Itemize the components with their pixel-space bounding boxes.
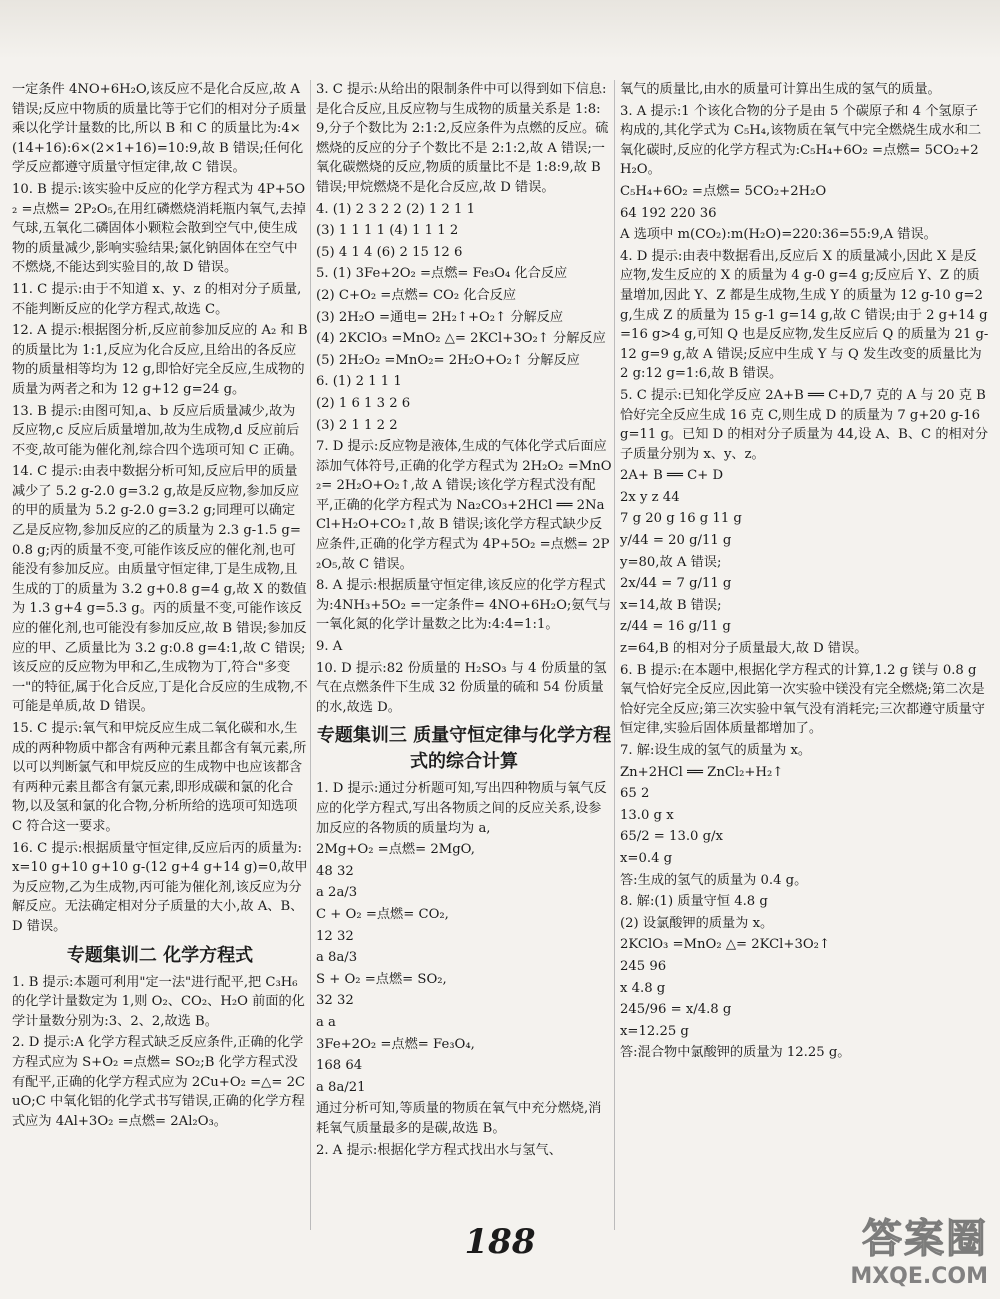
answer-item: 6. B 提示:在本题中,根据化学方程式的计算,1.2 g 镁与 0.8 g 氧气恰好完全反应,因此第一次实验中镁没有完全燃烧;第二次是恰好完全反应;第三次实验中氧气没有消耗完;三次都遵守质量守恒定律,实验后固体质量都增加了。	[620, 662, 985, 737]
answer-item: 2x y z 44	[620, 489, 680, 505]
answer-item: 8. 解:(1) 质量守恒 4.8 g	[620, 894, 768, 910]
answer-item: (3) 2 1 1 2 2	[316, 417, 398, 433]
answer-item: 3Fe+2O₂ =点燃= Fe₃O₄,	[316, 1036, 475, 1052]
section-title: 专题集训三 质量守恒定律与化学方程式的综合计算	[316, 725, 612, 773]
watermark-text-en: MXQE.COM	[850, 1264, 988, 1289]
answer-item: 7. D 提示:反应物是液体,生成的气体化学式后面应添加气体符号,正确的化学方程式为 2H₂O₂ =MnO₂= 2H₂O+O₂↑,故 A 错误;该化学方程式没有配平,正确的化学方程式为 Na₂CO₃+2HCl ══ 2NaCl+H₂O+CO₂↑,故 B 错误;该化学方程式缺少反应条件,正确的化学方程式为 4P+5O₂ =点燃= 2P₂O₅,故 C 错误。	[316, 439, 612, 572]
answer-item: 1. D 提示:通过分析题可知,写出四种物质与氧气反应的化学方程式,写出各物质之间的反应关系,设参加反应的各物质的质量均为 a,	[316, 781, 607, 836]
answer-item: 通过分析可知,等质量的物质在氧气中充分燃烧,消耗氧气质量最多的是碳,故选 B。	[316, 1101, 602, 1136]
answer-item: z/44 = 16 g/11 g	[620, 619, 731, 635]
watermark-logo	[850, 1207, 988, 1289]
answer-item: 4. D 提示:由表中数据看出,反应后 X 的质量减小,因此 X 是反应物,发生反应的 X 的质量为 4 g-0 g=4 g;反应后 Y、Z 的质量增加,因此 Y、Z 都是生成物,生成 Y 的质量为 12 g-10 g=2 g,生成 Z 的质量为 15 g-1 g=14 g,故 C 错误;由于 2 g+14 g=16 g>4 g,可知 Q 也是反应物,发生反应后 Q 的质量为 21 g-12 g=9 g,故 A 错误;反应中生成 Y 与 Q 发生改变的质量比为 2 g:12 g=1:6,故 B 错误。	[620, 248, 989, 382]
answer-item: a 2a/3	[316, 885, 358, 901]
answer-item: 48 32	[316, 863, 354, 879]
answer-item: 65 2	[620, 786, 650, 802]
column-right	[620, 80, 990, 1065]
answer-item: (2) 1 6 1 3 2 6	[316, 395, 411, 411]
column-middle	[316, 80, 612, 1162]
answer-item: z=64,B 的相对分子质量最大,故 D 错误。	[620, 641, 868, 657]
answer-item: 16. C 提示:根据质量守恒定律,反应后丙的质量为:x=10 g+10 g+10 g-(12 g+4 g+14 g)=0,故甲为反应物,乙为生成物,丙可能为催化剂,该反应为分解反应。无法确定相对分子质量的大小,故 A、B、D 错误。	[12, 840, 308, 934]
answer-item: 1. B 提示:本题可利用"定一法"进行配平,把 C₃H₆ 的化学计量数定为 1,则 O₂、CO₂、H₂O 前面的化学计量数分别为:3、2、2,故选 B。	[12, 974, 305, 1029]
answer-item: y=80,故 A 错误;	[620, 554, 722, 570]
answer-item: 10. B 提示:该实验中反应的化学方程式为 4P+5O₂ =点燃= 2P₂O₅,在用红磷燃烧消耗瓶内氧气,去掉气球,五氧化二磷固体小颗粒会散到空气中,使生成物的质量减少,影响实验结果;氯化钠固体在空气中不燃烧,不能达到实验目的,故 D 错误。	[12, 181, 306, 276]
answer-item: 12. A 提示:根据图分析,反应前参加反应的 A₂ 和 B 的质量比为 1:1,反应为化合反应,且给出的各反应物的质量相等均为 12 g,即恰好完全反应,生成物的质量为两者之和为 12 g+12 g=24 g。	[12, 323, 308, 397]
answer-item: 2. A 提示:根据化学方程式找出水与氢气、	[316, 1142, 562, 1158]
answer-item: 一定条件 4NO+6H₂O,该反应不是化合反应,故 A 错误;反应中物质的质量比等于它们的相对分子质量乘以化学计量数的比,所以 B 和 C 的质量比为:4×(14+16):6×(2×1+16)=10:9,故 B 错误;任何化学反应都遵守质量守恒定律,故 C 错误。	[12, 82, 307, 176]
column-left	[12, 80, 308, 1133]
page-number: 188	[464, 1222, 536, 1262]
column-divider	[310, 80, 311, 1230]
answer-item: C₅H₄+6O₂ =点燃= 5CO₂+2H₂O	[620, 183, 827, 199]
answer-item: 9. A	[316, 639, 343, 655]
answer-item: 2A+ B ══ C+ D	[620, 468, 724, 484]
answer-item: x=0.4 g	[620, 850, 673, 866]
answer-item: C + O₂ =点燃= CO₂,	[316, 906, 449, 922]
answer-item: A 选项中 m(CO₂):m(H₂O)=220:36=55:9,A 错误。	[620, 227, 937, 243]
answer-item: 答:生成的氢气的质量为 0.4 g。	[620, 872, 808, 888]
answer-item: 4. (1) 2 3 2 2 (2) 1 2 1 1	[316, 201, 475, 217]
answer-item: x 4.8 g	[620, 980, 666, 996]
answer-item: 64 192 220 36	[620, 205, 717, 221]
answer-item: (4) 2KClO₃ =MnO₂ △= 2KCl+3O₂↑ 分解反应	[316, 331, 606, 347]
section-title: 专题集训二 化学方程式	[66, 944, 254, 966]
answer-item: 5. (1) 3Fe+2O₂ =点燃= Fe₃O₄ 化合反应	[316, 266, 568, 282]
answer-item: (2) 设氯酸钾的质量为 x。	[620, 915, 774, 931]
answer-item: 65/2 = 13.0 g/x	[620, 829, 723, 845]
answer-item: 13.0 g x	[620, 807, 674, 823]
column-divider	[614, 80, 615, 1230]
answer-item: 2. D 提示:A 化学方程式缺乏反应条件,正确的化学方程式应为 S+O₂ =点燃= SO₂;B 化学方程式没有配平,正确的化学方程式应为 2Cu+O₂ =△= 2CuO;C 中氧化铝的化学式书写错误,正确的化学方程式应为 4Al+3O₂ =点燃= 2Al₂O₃。	[12, 1035, 306, 1129]
answer-item: 12 32	[316, 928, 354, 944]
answer-item: (5) 4 1 4 (6) 2 15 12 6	[316, 244, 463, 260]
answer-item: 11. C 提示:由于不知道 x、y、z 的相对分子质量,不能判断反应的化学方程式,故选 C。	[12, 281, 302, 317]
answer-item: 7. 解:设生成的氢气的质量为 x。	[620, 743, 812, 758]
answer-item: (5) 2H₂O₂ =MnO₂= 2H₂O+O₂↑ 分解反应	[316, 352, 580, 368]
watermark-text-cn: 答案圈	[862, 1216, 988, 1262]
answer-item: 245 96	[620, 958, 667, 974]
answer-item: 8. A 提示:根据质量守恒定律,该反应的化学方程式为:4NH₃+5O₂ =一定条件= 4NO+6H₂O;氨气与一氧化氮的化学计量数之比为:4:4=1:1。	[316, 578, 611, 633]
answer-item: 7 g 20 g 16 g 11 g	[620, 511, 742, 527]
answer-item: 32 32	[316, 993, 354, 1009]
answer-item: a a	[316, 1014, 336, 1030]
answer-item: 14. C 提示:由表中数据分析可知,反应后甲的质量减少了 5.2 g-2.0 g=3.2 g,故是反应物,参加反应的甲的质量为 5.2 g-2.0 g=3.2 g;同理可以确定乙是反应物,参加反应的乙的质量为 2.3 g-1.5 g=0.8 g;丙的质量不变,可能作该反应的催化剂,也可能没有参加反应。由质量守恒定律,丁是生成物,且生成的丁的质量为 3.2 g+0.8 g=4 g,故 X 的数值为 1.3 g+4 g=5.3 g。丙的质量不变,可能作该反应的催化剂,也可能没有参加反应,故 B 错误;参加反应的甲、乙质量比为 3.2 g:0.8 g=4:1,故 C 错误;该反应的反应物为甲和乙,生成物为丁,符合"多变一"的特征,属于化合反应,丁是化合反应的生成物,不可能是单质,故 D 错误。	[12, 464, 308, 715]
answer-item: x=14,故 B 错误;	[620, 597, 722, 613]
answer-item: S + O₂ =点燃= SO₂,	[316, 971, 447, 987]
answer-item: 13. B 提示:由图可知,a、b 反应后质量减少,故为反应物,c 反应后质量增加,故为生成物,d 反应前后不变,故可能为催化剂,综合四个选项可知 C 正确。	[12, 403, 303, 458]
answer-item: Zn+2HCl ══ ZnCl₂+H₂↑	[620, 764, 784, 780]
answer-item: (3) 1 1 1 1 (4) 1 1 1 2	[316, 223, 459, 239]
answer-item: 3. C 提示:从给出的限制条件中可以得到如下信息:是化合反应,且反应物与生成物的质量关系是 1:8:9,分子个数比为 2:1:2,反应条件为点燃的反应。硫燃烧的反应的分子个数比不是 2:1:2,故 A 错误;一氧化碳燃烧的反应,物质的质量比不是 1:8:9,故 B 错误;甲烷燃烧不是化合反应,故 D 错误。	[316, 82, 609, 195]
answer-item: 2x/44 = 7 g/11 g	[620, 576, 732, 592]
answer-item: 10. D 提示:82 份质量的 H₂SO₃ 与 4 份质量的氢气在点燃条件下生成 32 份质量的硫和 54 份质量的水,故选 D。	[316, 660, 607, 715]
answer-item: 3. A 提示:1 个该化合物的分子是由 5 个碳原子和 4 个氢原子构成的,其化学式为 C₅H₄,该物质在氧气中完全燃烧生成水和二氧化碳时,反应的化学方程式为:C₅H₄+6O₂ =点燃= 5CO₂+2H₂O。	[620, 103, 982, 178]
answer-item: 氧气的质量比,由水的质量可计算出生成的氢气的质量。	[620, 82, 941, 97]
answer-item: 2Mg+O₂ =点燃= 2MgO,	[316, 842, 475, 858]
answer-item: (2) C+O₂ =点燃= CO₂ 化合反应	[316, 287, 517, 303]
answer-item: a 8a/21	[316, 1079, 366, 1095]
answer-item: y/44 = 20 g/11 g	[620, 533, 732, 549]
answer-item: 6. (1) 2 1 1 1	[316, 374, 402, 390]
answer-item: 15. C 提示:氧气和甲烷反应生成二氧化碳和水,生成的两种物质中都含有两种元素且都含有氧元素,所以可以判断氯气和甲烷反应的生成物中也应该都含有两种元素且都含有氯元素,即形成碳和氯的化合物,以及氢和氯的化合物,分析所给的选项可知选项 C 符合这一要求。	[12, 721, 307, 834]
answer-item: 245/96 = x/4.8 g	[620, 1002, 732, 1018]
answer-item: 168 64	[316, 1058, 363, 1074]
answer-item: 5. C 提示:已知化学反应 2A+B ══ C+D,7 克的 A 与 20 克 B 恰好完全反应生成 16 克 C,则生成 D 的质量为 7 g+20 g-16 g=11 g。已知 D 的相对分子质量为 44,设 A、B、C 的相对分子质量分别为 x、y、z。	[620, 387, 989, 462]
answer-item: (3) 2H₂O =通电= 2H₂↑+O₂↑ 分解反应	[316, 309, 564, 325]
answer-item: 2KClO₃ =MnO₂ △= 2KCl+3O₂↑	[620, 937, 830, 953]
scan-shadow	[0, 0, 1000, 60]
answer-item: 答:混合物中氯酸钾的质量为 12.25 g。	[620, 1045, 851, 1061]
answer-item: x=12.25 g	[620, 1023, 689, 1039]
answer-item: a 8a/3	[316, 950, 358, 966]
